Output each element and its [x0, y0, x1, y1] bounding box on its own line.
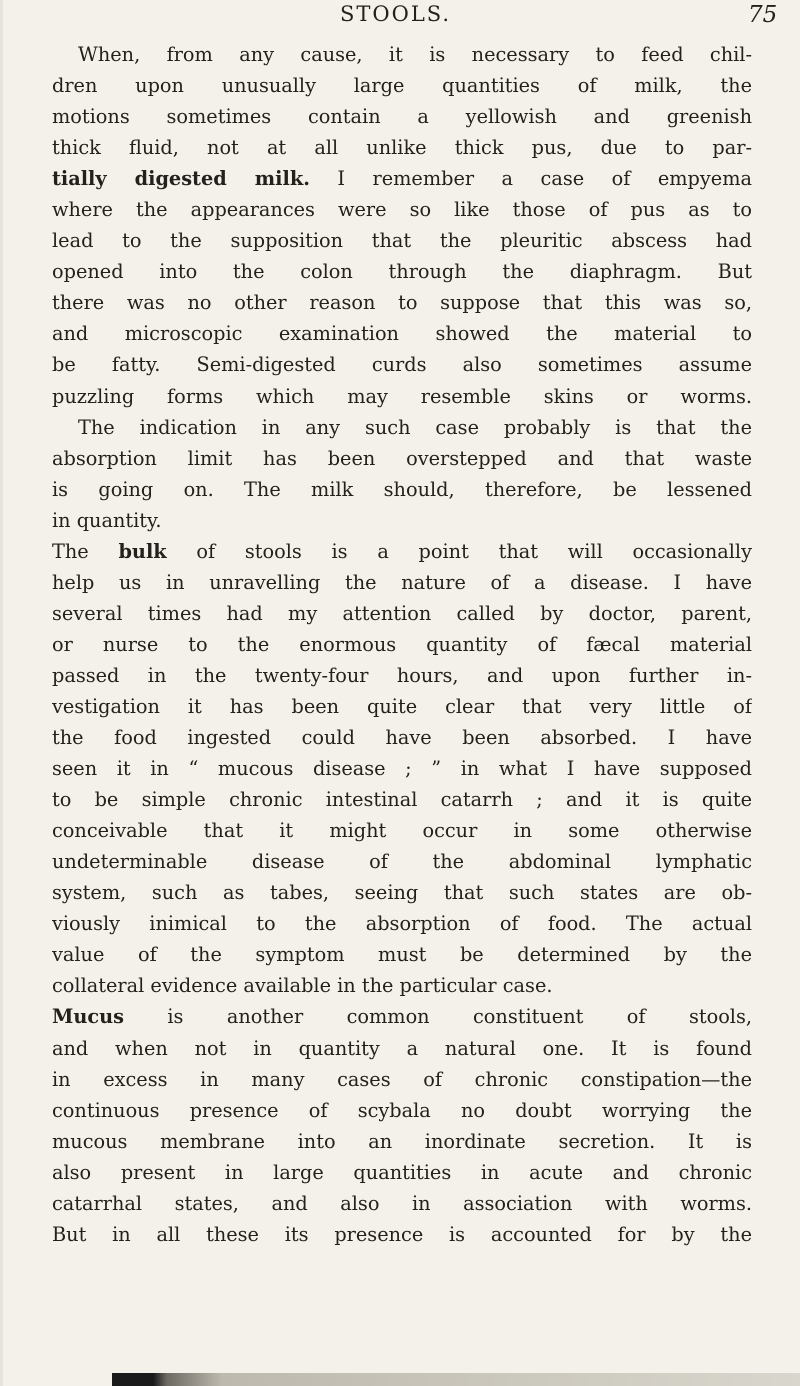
emphasis-digested-milk: tially digested milk.: [52, 167, 310, 191]
text-line: and microscopic examination showed the material to: [52, 322, 752, 346]
text-line: catarrhal states, and also in association with worms.: [52, 1191, 752, 1215]
text-line: system, such as tabes, seeing that such states are ob-: [52, 881, 752, 905]
text-line: is going on. The milk should, therefore, be lessened: [52, 477, 752, 501]
text-line: Mucus is another common constituent of stools,: [52, 1005, 752, 1029]
text-line: motions sometimes contain a yellowish and greenish: [52, 105, 752, 129]
emphasis-bulk: bulk: [118, 539, 167, 563]
text-line: mucous membrane into an inordinate secretion. It is: [52, 1129, 752, 1153]
text-line: opened into the colon through the diaphragm. But: [52, 260, 752, 284]
text-line: seen it in “ mucous disease ; ” in what I have supposed: [52, 757, 752, 781]
page-body: [52, 39, 752, 1250]
text-line: conceivable that it might occur in some otherwise: [52, 819, 752, 843]
text-line: in quantity.: [52, 508, 162, 532]
text-line: collateral evidence available in the particular case.: [52, 974, 553, 998]
emphasis-mucus: Mucus: [52, 1005, 124, 1029]
text-line: and when not in quantity a natural one. It is found: [52, 1036, 752, 1060]
page-header: [0, 2, 800, 34]
text-line: or nurse to the enormous quantity of fæcal material: [52, 632, 752, 656]
text-line: thick fluid, not at all unlike thick pus, due to par-: [52, 136, 752, 160]
running-head: STOOLS.: [340, 2, 452, 26]
page-number: 75: [748, 2, 778, 28]
text-line: there was no other reason to suppose that this was so,: [52, 291, 752, 315]
scan-edge-bar: [112, 1373, 800, 1386]
text-line: continuous presence of scybala no doubt worrying the: [52, 1098, 752, 1122]
text-line: to be simple chronic intestinal catarrh ; and it is quite: [52, 788, 752, 812]
text-line: puzzling forms which may resemble skins or worms.: [52, 384, 752, 408]
text-line: viously inimical to the absorption of food. The actual: [52, 912, 752, 936]
page-edge-shadow: [0, 0, 3, 1386]
text-line: When, from any cause, it is necessary to feed chil-: [78, 43, 752, 66]
text-line: the food ingested could have been absorbed. I have: [52, 726, 752, 750]
text-line: lead to the supposition that the pleuritic abscess had: [52, 229, 752, 253]
text-line: also present in large quantities in acute and chronic: [52, 1160, 752, 1184]
text-line: absorption limit has been overstepped and that waste: [52, 446, 752, 470]
text-line: vestigation it has been quite clear that very little of: [52, 694, 752, 718]
text-line: in excess in many cases of chronic constipation—the: [52, 1067, 752, 1091]
text-line: help us in unravelling the nature of a disease. I have: [52, 570, 752, 594]
text-line: several times had my attention called by doctor, parent,: [52, 601, 752, 625]
text-line: The indication in any such case probably is that the: [78, 415, 752, 439]
text-line: where the appearances were so like those of pus as to: [52, 198, 752, 222]
text-line: be fatty. Semi-digested curds also sometimes assume: [52, 353, 752, 377]
text-line: undeterminable disease of the abdominal lymphatic: [52, 850, 752, 874]
text-line: value of the symptom must be determined by the: [52, 943, 752, 967]
text-line: tially digested milk. I remember a case of empyema: [52, 167, 752, 191]
text-line: passed in the twenty-four hours, and upon further in-: [52, 663, 752, 687]
text-line: dren upon unusually large quantities of milk, the: [52, 74, 752, 98]
text-line: The bulk of stools is a point that will occasionally: [52, 539, 752, 563]
text-line: But in all these its presence is accounted for by the: [52, 1222, 752, 1246]
